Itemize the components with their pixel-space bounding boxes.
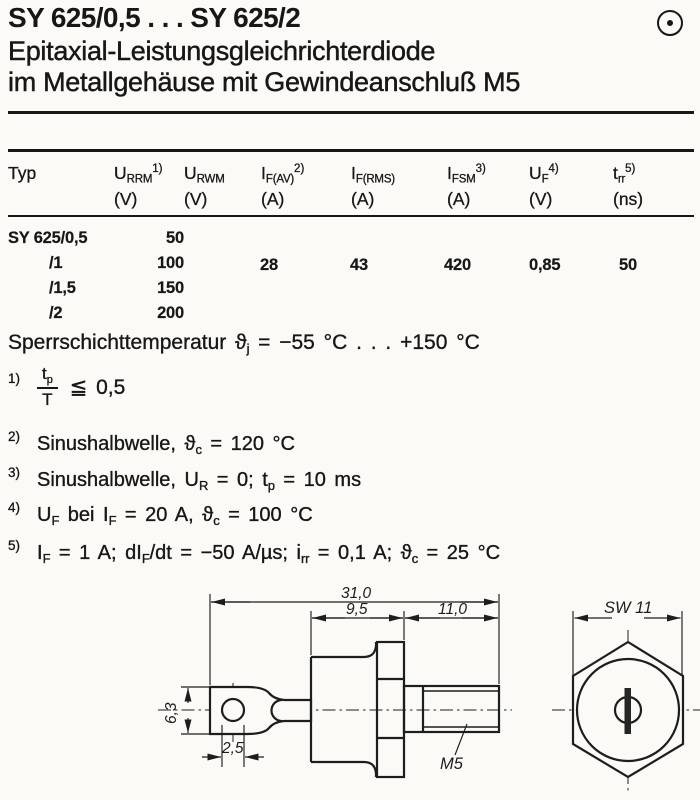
shared-ifrms-value: 43	[350, 256, 368, 274]
dim-lug-label: 6,3	[163, 702, 180, 724]
footnote-marker: 4)	[8, 500, 21, 515]
thread-size-label: M5	[440, 755, 463, 773]
shared-uf-value: 0,85	[529, 256, 561, 274]
urrm-cell: 150	[157, 279, 184, 297]
urrm-cell: 100	[157, 254, 184, 272]
table-col-typ: Typ	[8, 163, 37, 183]
divider-top-1	[8, 111, 694, 114]
circle-dot-icon	[657, 10, 683, 36]
footnote-marker: 3)	[8, 465, 21, 480]
type-cell: /1	[49, 254, 63, 272]
table-col-uf: $U_F^{4)}$ (V)	[529, 163, 559, 209]
urrm-cell: 200	[157, 304, 184, 322]
fraction-tp-over-T: $\frac{t_p}{T}$	[37, 364, 58, 410]
type-cell: /1,5	[49, 279, 76, 297]
shared-ifsm-value: 420	[444, 256, 471, 274]
shared-trr-value: 50	[619, 256, 637, 274]
screwdriver-slot	[625, 688, 632, 734]
threaded-stud	[404, 686, 499, 732]
footnote-5: 5) $I_F = 1$ A; $dI_F/dt = -50$ A/µs; $i_{rr} = 0,1$ A; $ϑ_c = 25$ °C	[8, 538, 501, 566]
divider-table-header	[8, 215, 694, 217]
table-col-trr: $t_{rr}^{5)}$ (ns)	[613, 163, 644, 209]
footnote-1	[8, 364, 125, 410]
dim-overall-length	[210, 585, 499, 685]
dim-body-length	[311, 601, 404, 655]
footnote-marker: 2)	[8, 429, 21, 444]
package-outline-drawing	[0, 585, 700, 800]
table-col-urrm: $U_{RRM}^{1)}$ (V)	[114, 163, 163, 209]
table-col-ifav: $I_{F(AV)}^{2)}$ (A)	[261, 163, 305, 209]
dim-thread-length	[405, 601, 498, 618]
footnote-3: 3) Sinushalbwelle, $U_R = 0$; $t_p = 10$ ms	[8, 465, 362, 493]
dim-hole-label: 2,5	[222, 740, 244, 757]
type-cell: /2	[49, 304, 63, 322]
footnote-marker: 5)	[8, 538, 21, 553]
dim-body-label: 9,5	[346, 601, 368, 618]
table-col-urwm: $U_{RWM}$ (V)	[184, 163, 225, 209]
shared-ifav-value: 28	[260, 256, 278, 274]
urrm-cell: 50	[166, 229, 184, 247]
footnote-2: 2) Sinushalbwelle, $ϑ_c = 120$ °C	[8, 429, 295, 457]
footnote-marker: 1)	[8, 371, 21, 387]
hex-view-drawing	[552, 599, 700, 791]
footnote-1-condition: ≦ 0,5	[69, 375, 126, 399]
dim-thread-label: 11,0	[438, 601, 468, 618]
divider-top-2	[8, 149, 694, 152]
type-cell: SY 625/0,5	[8, 229, 88, 247]
table-col-ifrms: $I_{F(RMS)}$ (A)	[351, 163, 395, 209]
subtitle-line-2: im Metallgehäuse mit Gewindeanschluß M5	[8, 67, 521, 97]
table-col-ifsm: $I_{FSM}^{3)}$ (A)	[447, 163, 486, 209]
lug-hole	[222, 699, 244, 721]
footnote-4: 4) $U_F$ bei $I_F = 20$ A, $ϑ_c = 100$ °C	[8, 500, 313, 528]
side-view-drawing	[158, 585, 512, 777]
junction-temperature-line: Sperrschichttemperatur $ϑ_j = -55$ °C . . . +150 °C	[8, 331, 480, 356]
page-title: SY 625/0,5 . . . SY 625/2	[8, 2, 301, 33]
wrench-size-label: SW 11	[604, 599, 653, 617]
dim-overall-label: 31,0	[341, 585, 372, 602]
subtitle-line-1: Epitaxial-Leistungsgleichrichterdiode	[8, 36, 436, 66]
diode-body	[311, 642, 376, 777]
